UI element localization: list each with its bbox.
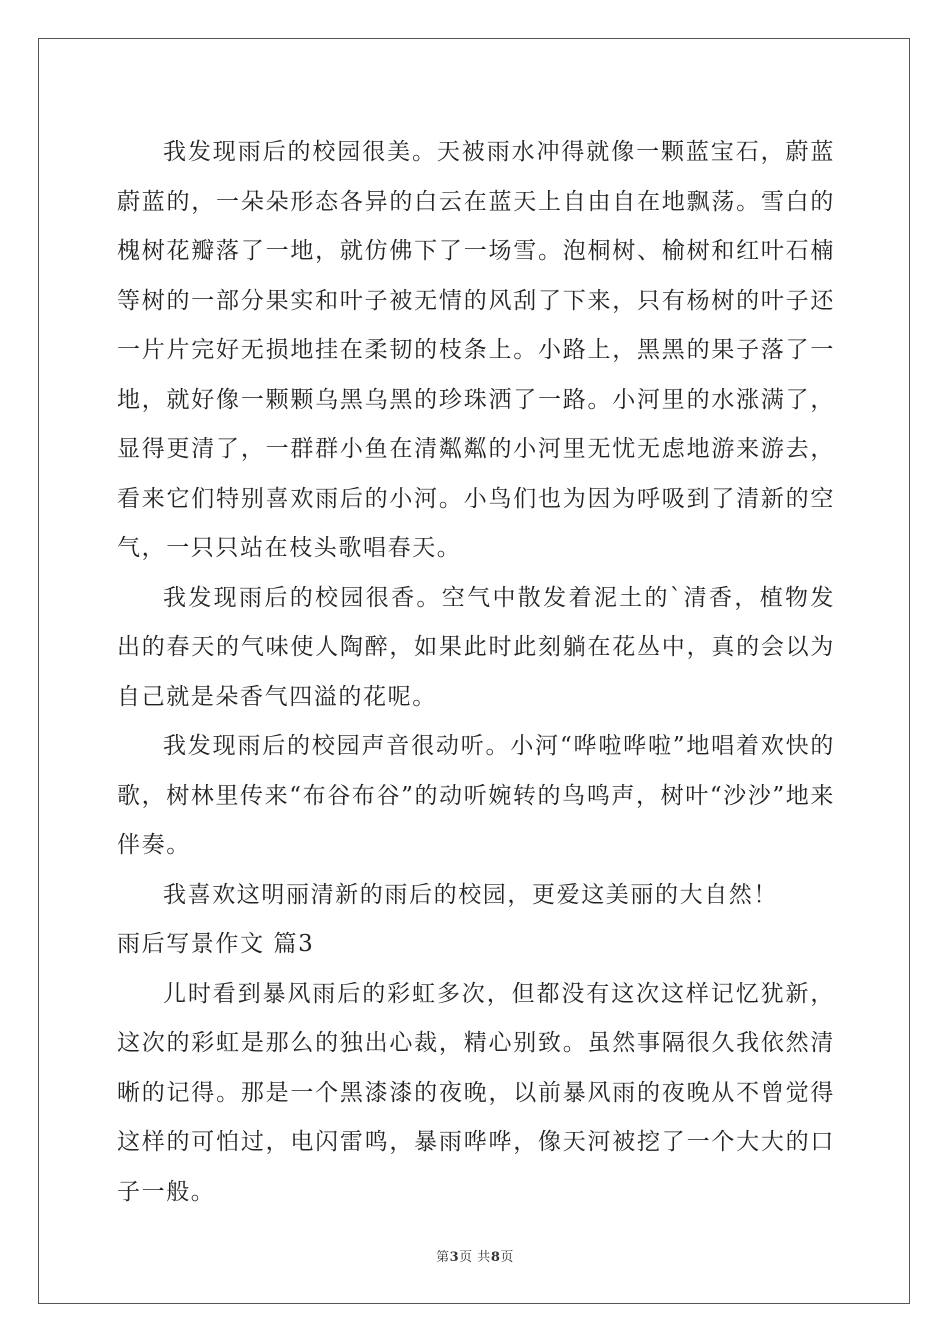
document-body	[117, 128, 835, 1217]
footer-prefix: 第	[436, 1250, 450, 1265]
page-footer	[0, 1246, 950, 1265]
paragraph-sound: 我发现雨后的校园声音很动听。小河“哗啦哗啦”地唱着欢快的歌，树林里传来“布谷布谷”的动听婉转的鸟鸣声，树叶“沙沙”地来伴奏。	[117, 733, 835, 858]
footer-suffix: 页	[500, 1250, 514, 1265]
paragraph-fragrance: 我发现雨后的校园很香。空气中散发着泥土的`清香，植物发出的春天的气味使人陶醉，如果此时此刻躺在花丛中，真的会以为自己就是朵香气四溢的花呢。	[117, 584, 835, 710]
paragraph-rainbow: 儿时看到暴风雨后的彩虹多次，但都没有这次这样记忆犹新，这次的彩虹是那么的独出心裁，精心别致。虽然事隔很久我依然清晰的记得。那是一个黑漆漆的夜晚，以前暴风雨的夜晚从不曾觉得这样的可怕过，电闪雷鸣，暴雨哗哗，像天河被挖了一个大大的口子一般。	[117, 980, 835, 1205]
footer-middle: 页 共	[459, 1250, 491, 1265]
section-heading: 雨后写景作文 篇3	[117, 931, 315, 957]
footer-current-page: 3	[449, 1250, 460, 1265]
paragraph-conclusion: 我喜欢这明丽清新的雨后的校园，更爱这美丽的大自然！	[163, 881, 778, 908]
footer-total-pages: 8	[490, 1250, 501, 1265]
paragraph-beauty: 我发现雨后的校园很美。天被雨水冲得就像一颗蓝宝石，蔚蓝蔚蓝的，一朵朵形态各异的白云在蓝天上自由自在地飘荡。雪白的槐树花瓣落了一地，就仿佛下了一场雪。泡桐树、榆树和红叶石楠等树的一部分果实和叶子被无情的风刮了下来，只有杨树的叶子还一片片完好无损地挂在柔韧的枝条上。小路上，黑黑的果子落了一地，就好像一颗颗乌黑乌黑的珍珠洒了一路。小河里的水涨满了，显得更清了，一群群小鱼在清粼粼的小河里无忧无虑地游来游去，看来它们特别喜欢雨后的小河。小鸟们也为因为呼吸到了清新的空气，一只只站在枝头歌唱春天。	[117, 139, 835, 561]
